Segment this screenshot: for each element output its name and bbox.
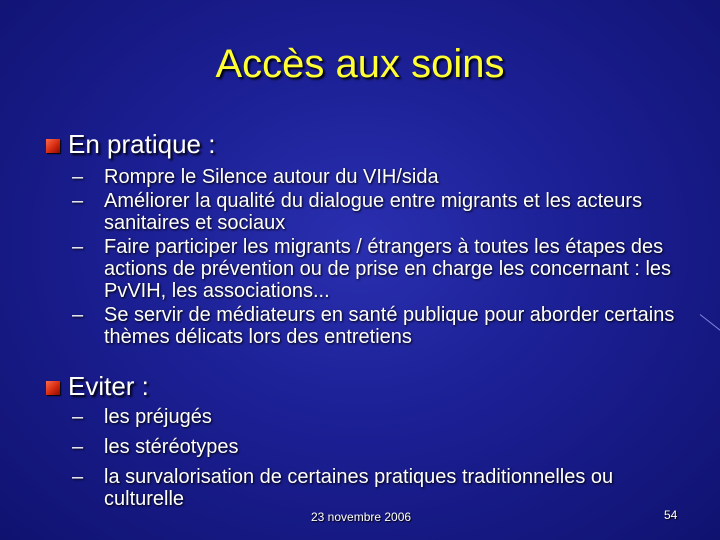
list-item: – Faire participer les migrants / étrangers à toutes les étapes des actions de prévention ou de prise en charge les concernant : les PvVIH, les associations... bbox=[72, 236, 672, 302]
page-number: 54 bbox=[664, 508, 678, 522]
dash-icon: – bbox=[72, 406, 84, 428]
dash-icon: – bbox=[72, 466, 84, 488]
footer-date: 23 novembre 2006 bbox=[311, 510, 412, 524]
dash-icon: – bbox=[72, 190, 84, 212]
section-heading-row bbox=[46, 128, 215, 160]
sub-list-eviter bbox=[46, 406, 686, 512]
dash-icon: – bbox=[72, 304, 84, 326]
sub-list-en-pratique bbox=[46, 166, 686, 350]
list-item: – Améliorer la qualité du dialogue entre migrants et les acteurs sanitaires et sociaux bbox=[72, 190, 643, 234]
section-eviter bbox=[46, 370, 149, 402]
red-square-bullet-icon bbox=[46, 381, 60, 395]
list-item: – Rompre le Silence autour du VIH/sida bbox=[72, 166, 439, 188]
dash-icon: – bbox=[72, 436, 84, 458]
section-heading-row bbox=[46, 370, 149, 402]
list-item: – les préjugés bbox=[72, 406, 212, 428]
section-heading: En pratique : bbox=[68, 129, 216, 159]
list-item: – les stéréotypes bbox=[72, 436, 239, 458]
decorative-line bbox=[700, 314, 720, 332]
list-item: – la survalorisation de certaines pratiques traditionnelles ou culturelle bbox=[72, 466, 614, 510]
dash-icon: – bbox=[72, 236, 84, 258]
list-item: – Se servir de médiateurs en santé publique pour aborder certains thèmes délicats lors des entretiens bbox=[72, 304, 675, 348]
section-heading: Eviter : bbox=[68, 371, 149, 401]
slide-title: Accès aux soins bbox=[215, 42, 505, 86]
section-en-pratique bbox=[46, 128, 215, 160]
red-square-bullet-icon bbox=[46, 139, 60, 153]
dash-icon: – bbox=[72, 166, 84, 188]
